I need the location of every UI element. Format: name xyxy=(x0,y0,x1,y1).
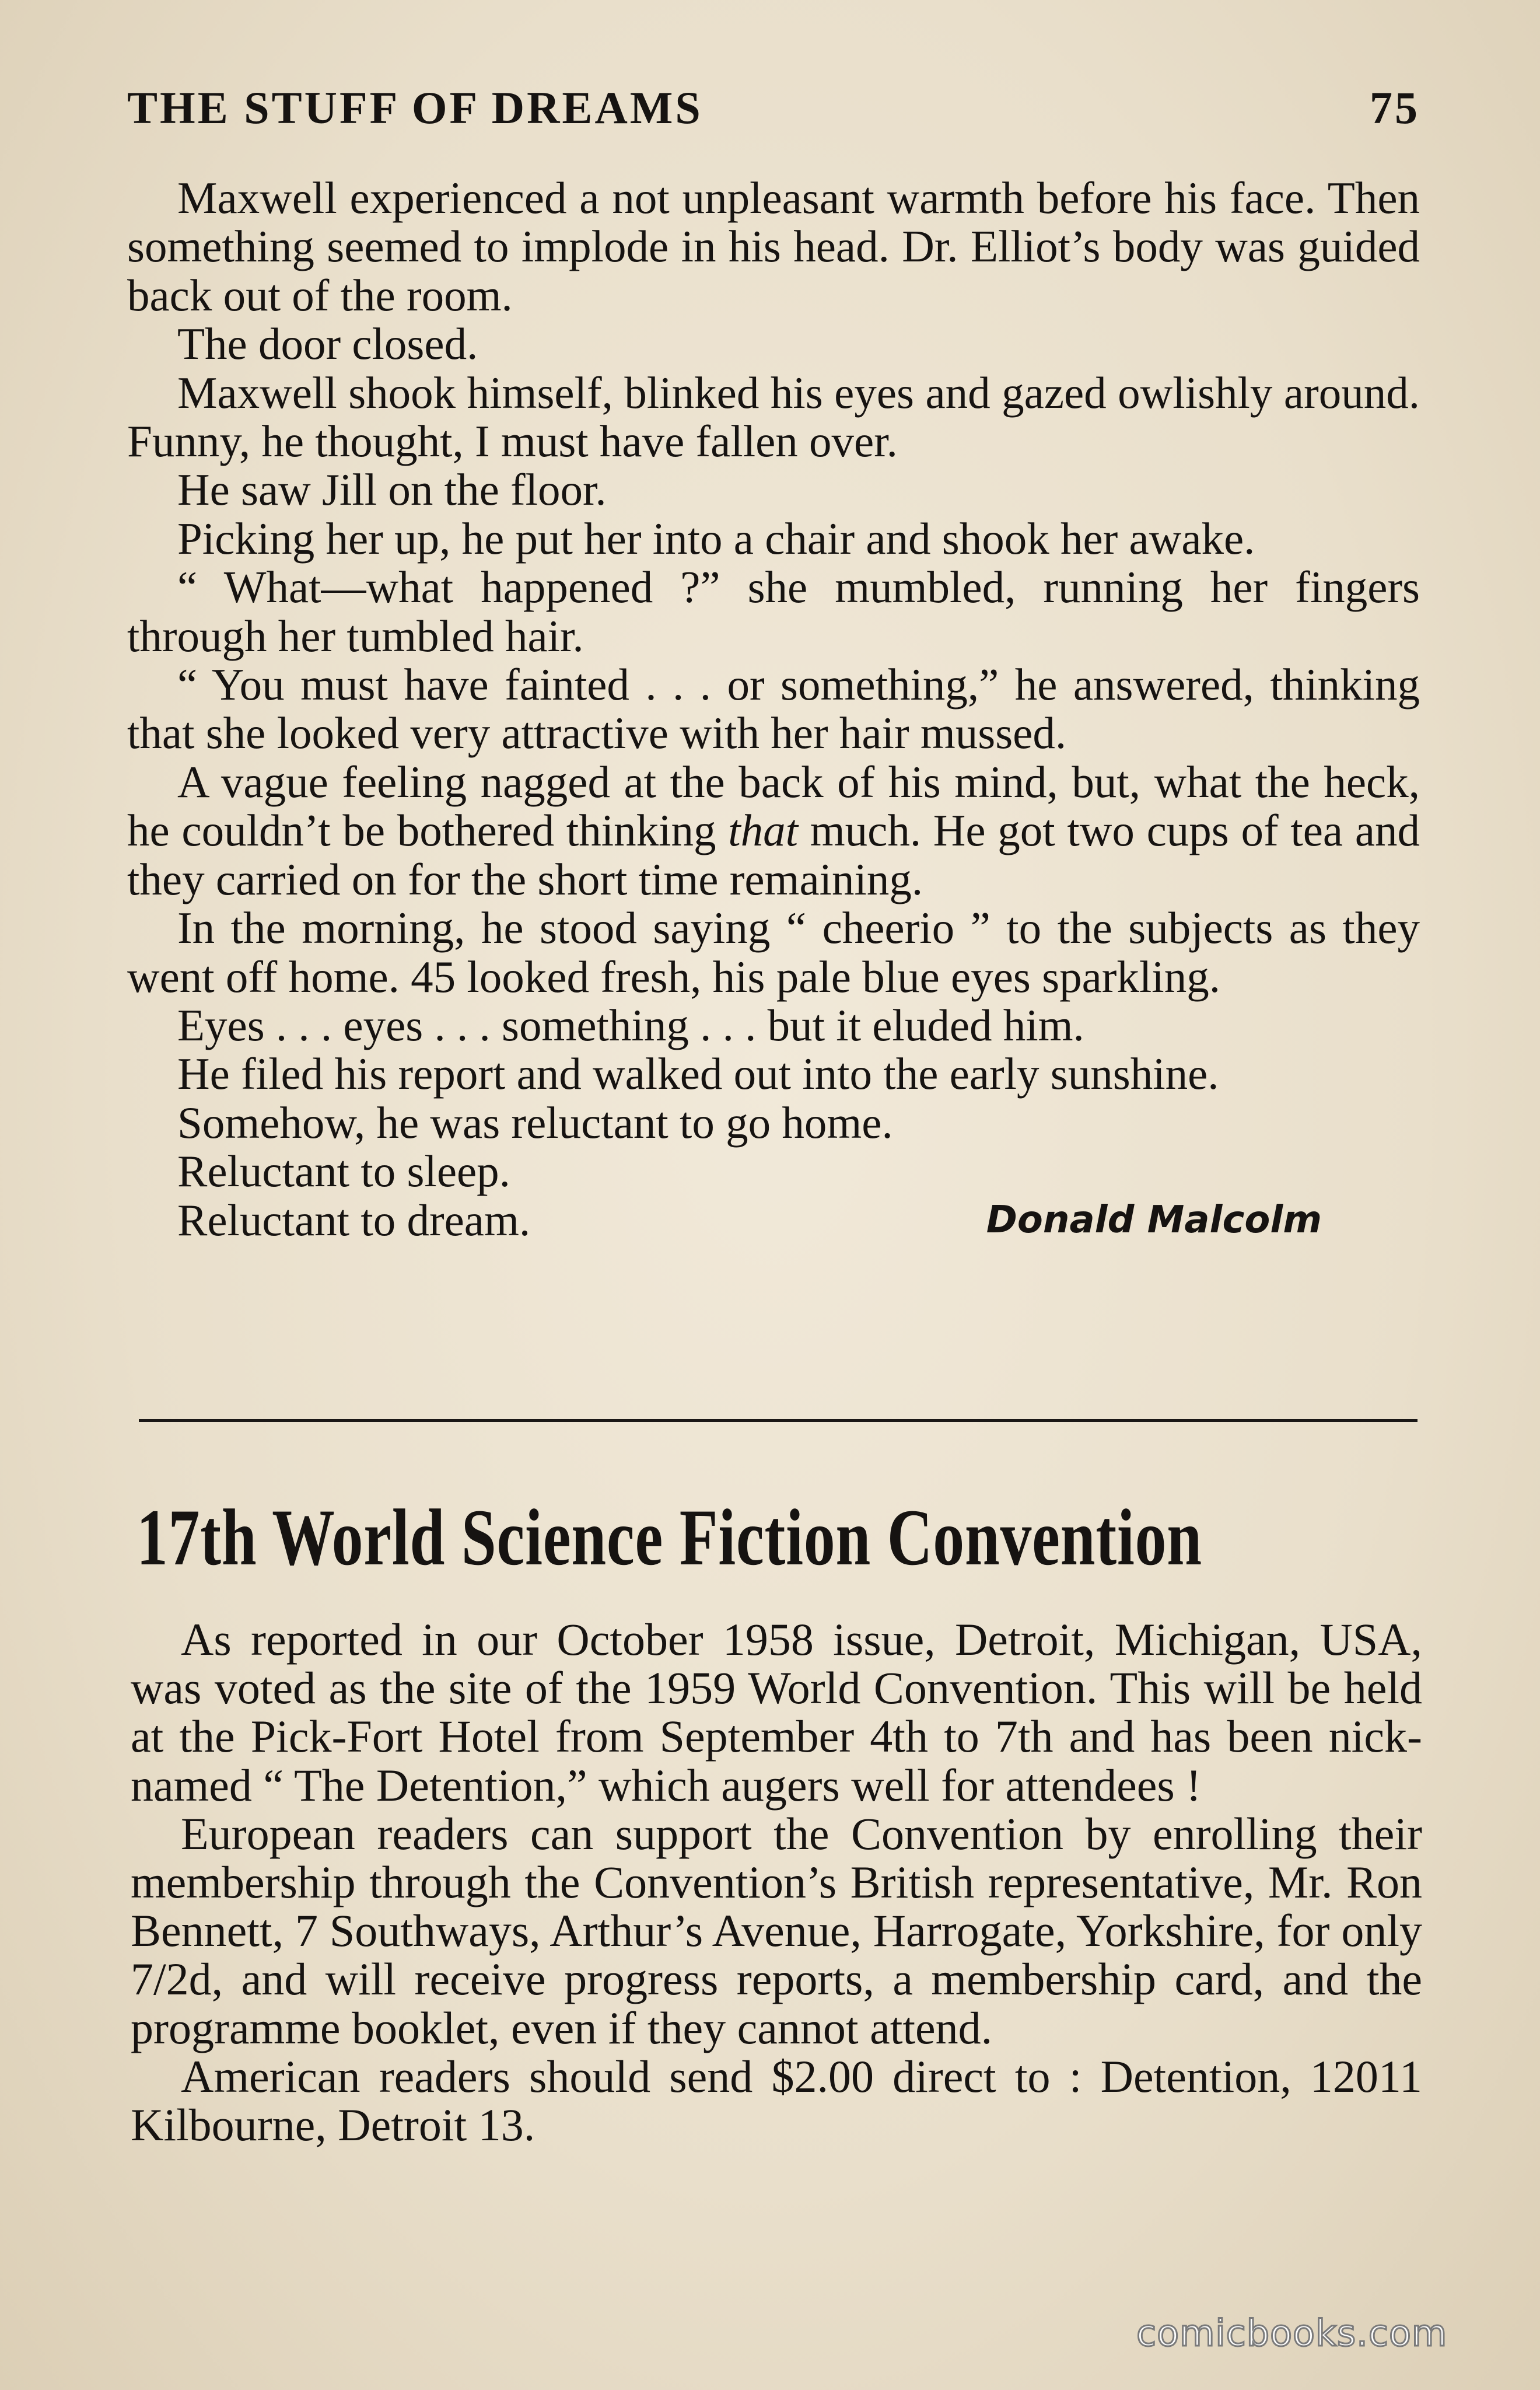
story-paragraph: He filed his report and walked out into the early sunshine. xyxy=(177,1049,1219,1099)
story-paragraph: Maxwell experienced a not unpleasant warmth before his face. Then something seemed to implode in his head. Dr. Elliot’s body was guided back out of the room. xyxy=(127,173,1420,320)
news-paragraph: American readers should send $2.00 direct to : Detention, 12011 Kilbourne, Detroit 13. xyxy=(131,2050,1422,2151)
news-text xyxy=(131,1615,1422,2149)
author-byline: Donald Malcolm xyxy=(986,1198,1322,1242)
watermark-logo: comicbooks.com xyxy=(1136,2312,1448,2354)
story-text xyxy=(127,174,1420,1245)
story-paragraph: Picking her up, he put her into a chair and shook her awake. xyxy=(177,513,1255,564)
news-paragraph: European readers can support the Convention by enrolling their membership through the Convention’s British representative, Mr. Ron Bennett, 7 Southways, Arthur’s Avenue, Harrogate, Yorkshire, for only 7/2d, and will receive progress reports, a membership card, and the programme booklet, even if they cannot attend. xyxy=(131,1808,1422,2053)
story-paragraph: “ What—what happened ?” she mumbled, running her fingers through her tumbled hair. xyxy=(127,562,1420,661)
story-paragraph: Somehow, he was reluctant to go home. xyxy=(177,1097,893,1148)
story-paragraph: He saw Jill on the floor. xyxy=(177,464,607,515)
news-paragraph: As reported in our October 1958 issue, Detroit, Michigan, USA, was voted as the site of the 1959 World Convention. This will be held at the Pick-Fort Hotel from September 4th to 7th and has been nick-named “ The Detention,” which augers well for attendees ! xyxy=(131,1614,1422,1811)
story-paragraph: The door closed. xyxy=(177,319,478,369)
running-head xyxy=(127,82,1420,134)
closing-line xyxy=(127,1196,1322,1245)
story-paragraph: Eyes . . . eyes . . . something . . . but it eluded him. xyxy=(177,1000,1084,1050)
story-paragraph: In the morning, he stood saying “ cheerio ” to the subjects as they went off home. 45 looked fresh, his pale blue eyes sparkling. xyxy=(127,903,1420,1002)
news-title: 17th World Science Fiction Convention xyxy=(136,1493,1202,1582)
section-divider xyxy=(139,1419,1418,1422)
story-paragraph: Reluctant to sleep. xyxy=(177,1146,510,1197)
page-number: 75 xyxy=(1370,82,1420,133)
story-paragraph: Maxwell shook himself, blinked his eyes and gazed owlishly around. Funny, he thought, I must have fallen over. xyxy=(127,367,1420,467)
running-head-title: THE STUFF OF DREAMS xyxy=(127,82,703,133)
story-paragraph: “ You must have fainted . . . or something,” he answered, thinking that she looked very attractive with her hair mussed. xyxy=(127,659,1420,759)
story-paragraph: A vague feeling nagged at the back of his mind, but, what the heck, he couldn’t be bothered thinking that much. He got two cups of tea and they carried on for the short time remaining. xyxy=(127,756,1420,904)
final-line: Reluctant to dream. xyxy=(177,1194,531,1245)
emphasis-word: that xyxy=(728,805,799,856)
